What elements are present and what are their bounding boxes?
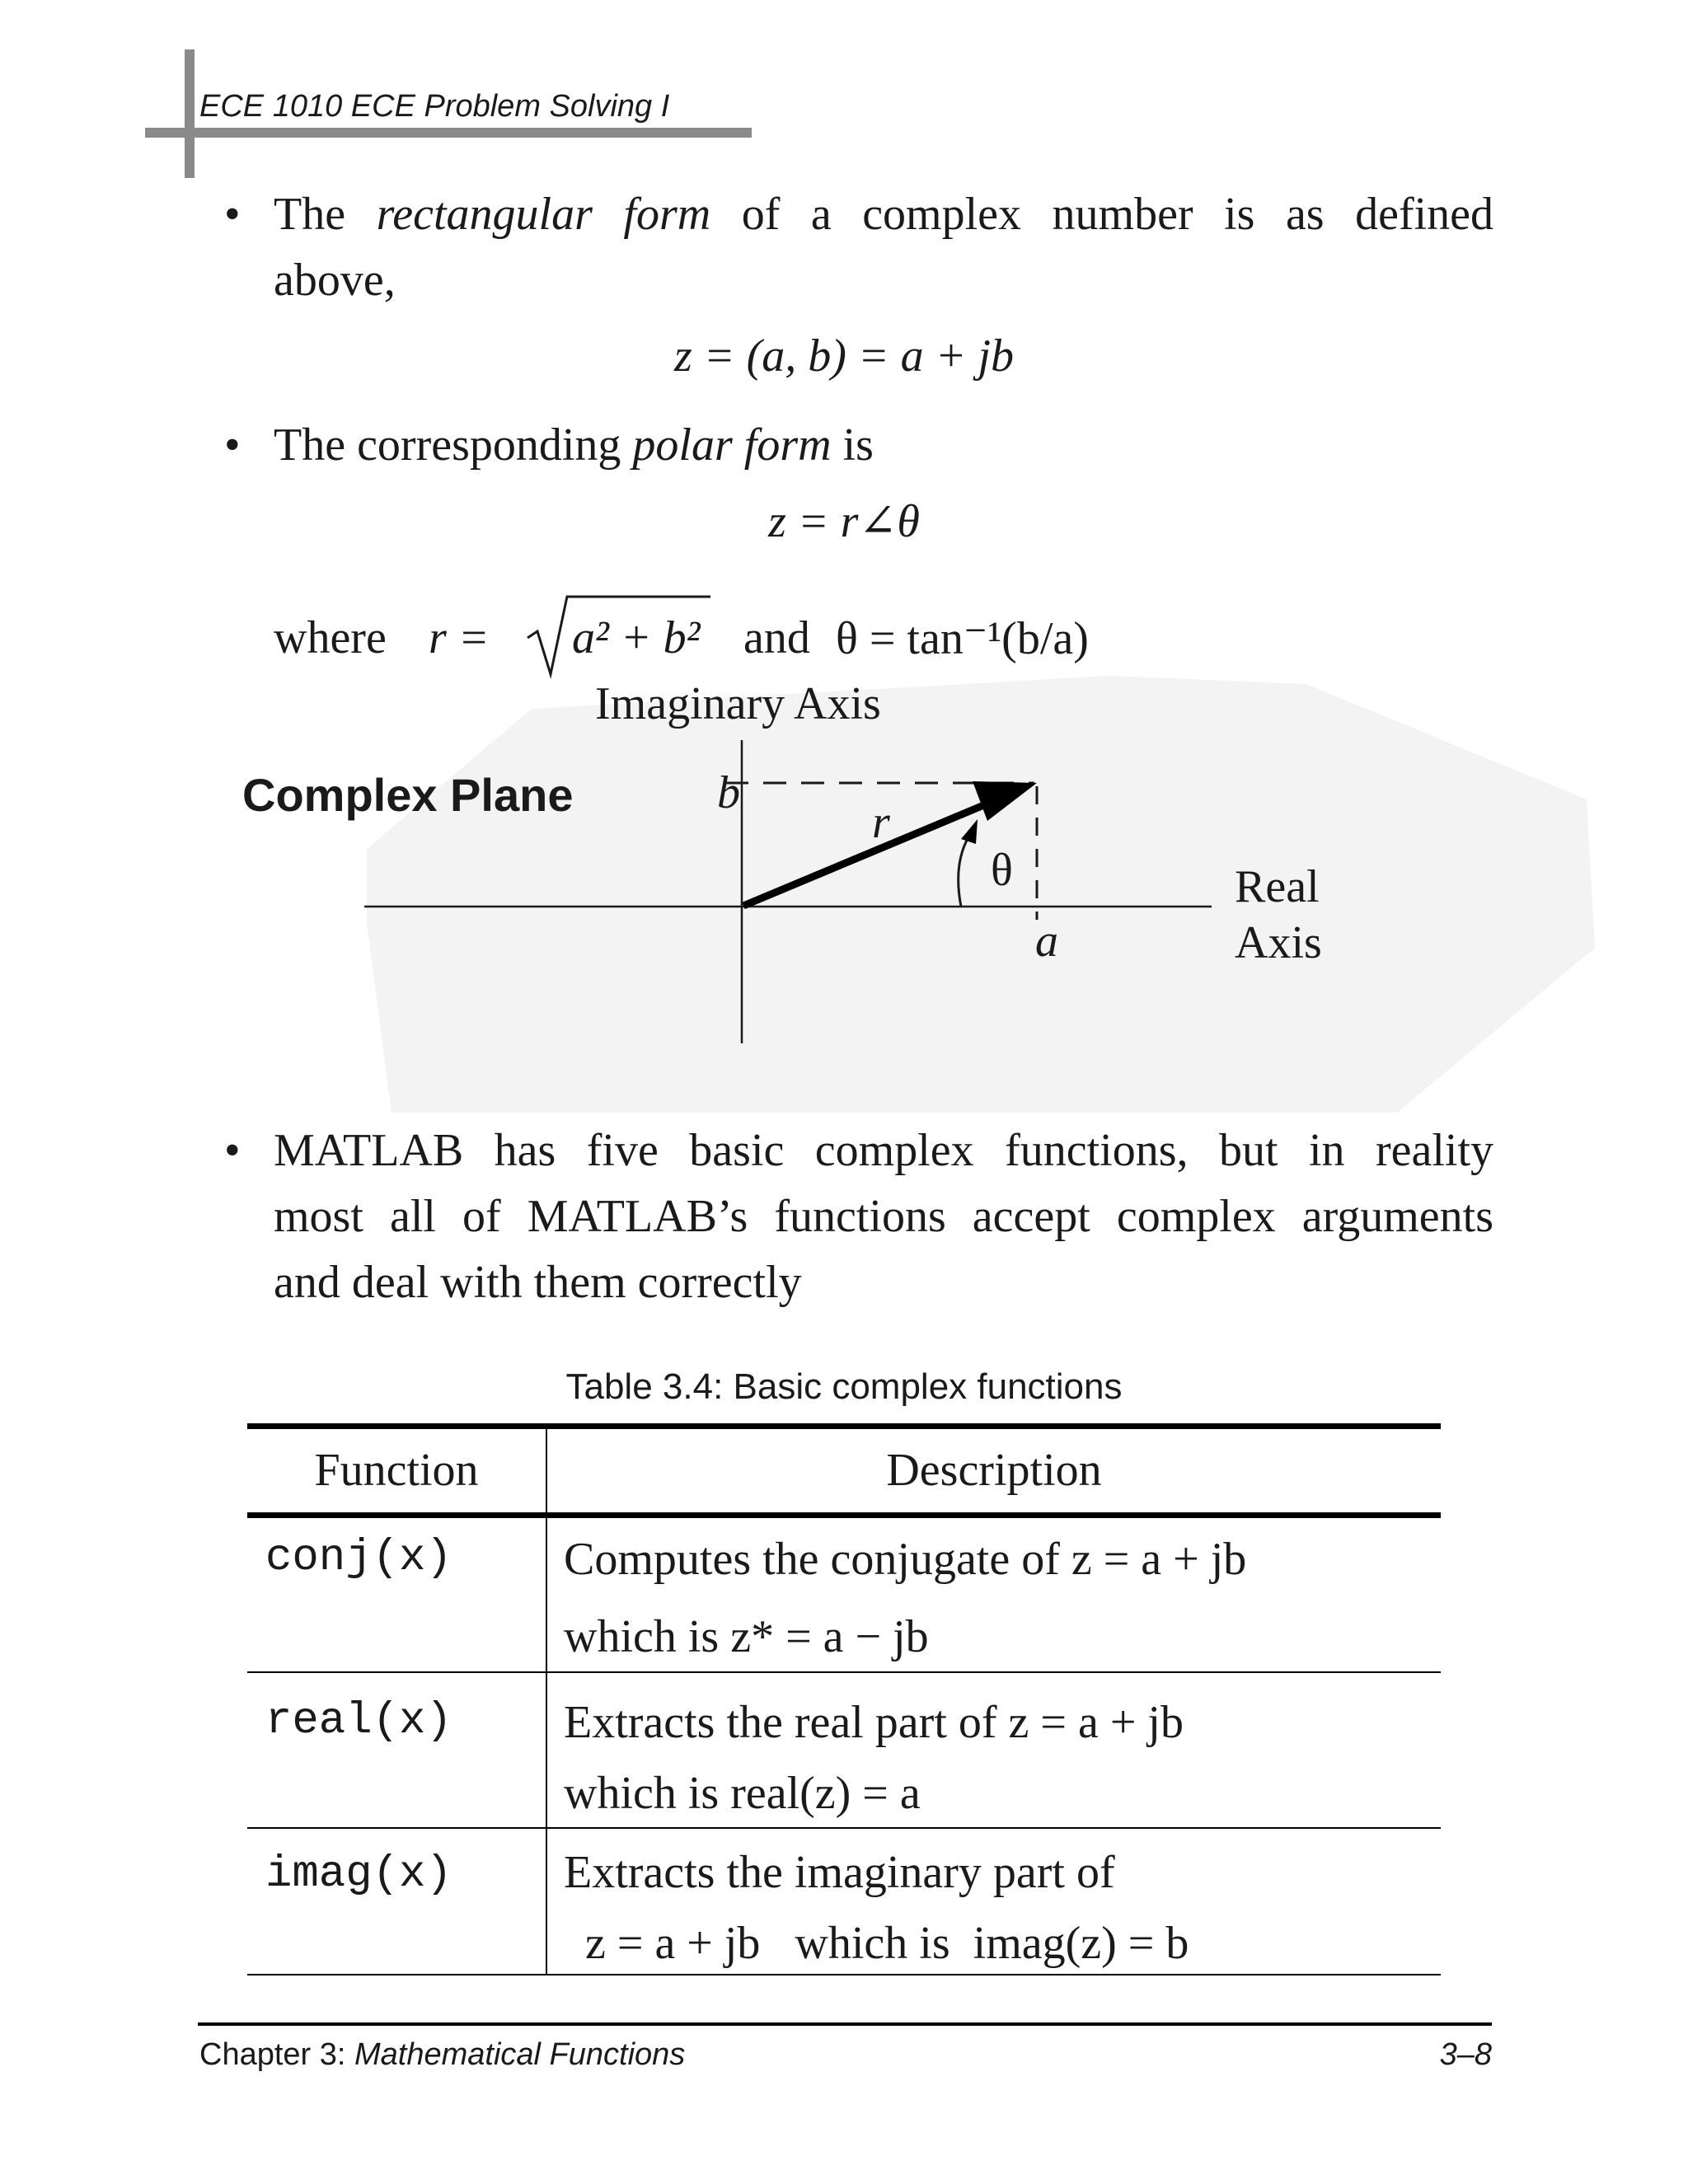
table-header-function: Function <box>314 1445 479 1496</box>
table-row-rule <box>247 1827 1441 1829</box>
vector-arrowhead <box>973 781 1037 821</box>
table-caption: Table 3.4: Basic complex functions <box>565 1366 1123 1407</box>
course-header: ECE 1010 ECE Problem Solving I <box>199 89 670 124</box>
and-label: and <box>743 612 810 663</box>
theta-equation: θ = tan⁻¹(b/a) <box>836 613 1089 664</box>
table-column-divider <box>546 1423 547 1975</box>
complex-plane-title: Complex Plane <box>242 769 574 821</box>
footer-rule <box>198 2022 1492 2026</box>
complex-plane-diagram <box>363 733 1319 1047</box>
table-bottom-rule <box>247 1974 1441 1975</box>
header-rule-vertical <box>185 49 195 178</box>
where-label: where <box>274 612 387 663</box>
rectangular-equation: z = (a, b) = a + jb <box>673 330 1014 382</box>
table-header-rule <box>247 1512 1441 1518</box>
table-cell-function: imag(x) <box>265 1849 452 1900</box>
bullet-marker: • <box>224 419 241 471</box>
table-cell-function: conj(x) <box>265 1533 452 1583</box>
theta-arc <box>959 836 969 907</box>
bullet2-pre: The corresponding <box>274 419 621 471</box>
a-label: a <box>1035 916 1058 967</box>
footer-chapter-number: Chapter 3: <box>199 2037 346 2072</box>
table-cell-description: Extracts the real part of z = a + jb <box>564 1697 1184 1748</box>
bullet-marker: • <box>224 1125 241 1176</box>
footer-chapter-title: Mathematical Functions <box>354 2037 686 2072</box>
table-top-rule <box>247 1423 1441 1429</box>
table-cell-description: z = a + jb which is imag(z) = b <box>585 1918 1189 1969</box>
table-cell-description: Computes the conjugate of z = a + jb <box>564 1534 1247 1585</box>
bullet3-line3: and deal with them correctly <box>274 1257 802 1308</box>
footer-chapter <box>199 2037 685 2073</box>
radicand: a² + b² <box>572 612 701 663</box>
bullet2-emphasis: polar form <box>632 419 832 471</box>
theta-arrowhead <box>961 819 978 844</box>
polar-equation: z = r∠θ <box>768 496 920 547</box>
bullet2-post: is <box>842 419 874 471</box>
bullet3-line2: most all of MATLAB’s functions accept complex arguments <box>274 1191 1493 1242</box>
bullet1-emphasis: rectangular form <box>376 189 711 240</box>
bullet1-post: of a complex number is as defined <box>741 189 1494 240</box>
table-cell-description: which is z* = a − jb <box>564 1611 929 1662</box>
bullet1-line2: above, <box>274 255 396 306</box>
bullet-marker: • <box>224 189 241 240</box>
imaginary-axis-label: Imaginary Axis <box>595 678 881 729</box>
table-header-description: Description <box>886 1445 1102 1496</box>
theta-label: θ <box>991 845 1013 896</box>
bullet3-line1: MATLAB has five basic complex functions, but in reality <box>274 1125 1493 1176</box>
page-number: 3–8 <box>1439 2037 1492 2072</box>
table-cell-description: Extracts the imaginary part of <box>564 1847 1115 1898</box>
table-cell-function: real(x) <box>265 1696 452 1746</box>
bullet1-pre: The <box>274 189 346 240</box>
header-rule-horizontal <box>145 128 752 138</box>
real-axis-label-line1: Real <box>1235 861 1320 912</box>
real-axis-label-line2: Axis <box>1235 917 1322 968</box>
table-cell-description: which is real(z) = a <box>564 1768 921 1819</box>
r-label: r <box>872 797 890 848</box>
bullet1-line1 <box>274 181 1493 247</box>
r-equals: r = <box>429 612 490 663</box>
bullet2-text <box>274 412 874 478</box>
b-label: b <box>717 767 740 818</box>
table-row-rule <box>247 1671 1441 1673</box>
